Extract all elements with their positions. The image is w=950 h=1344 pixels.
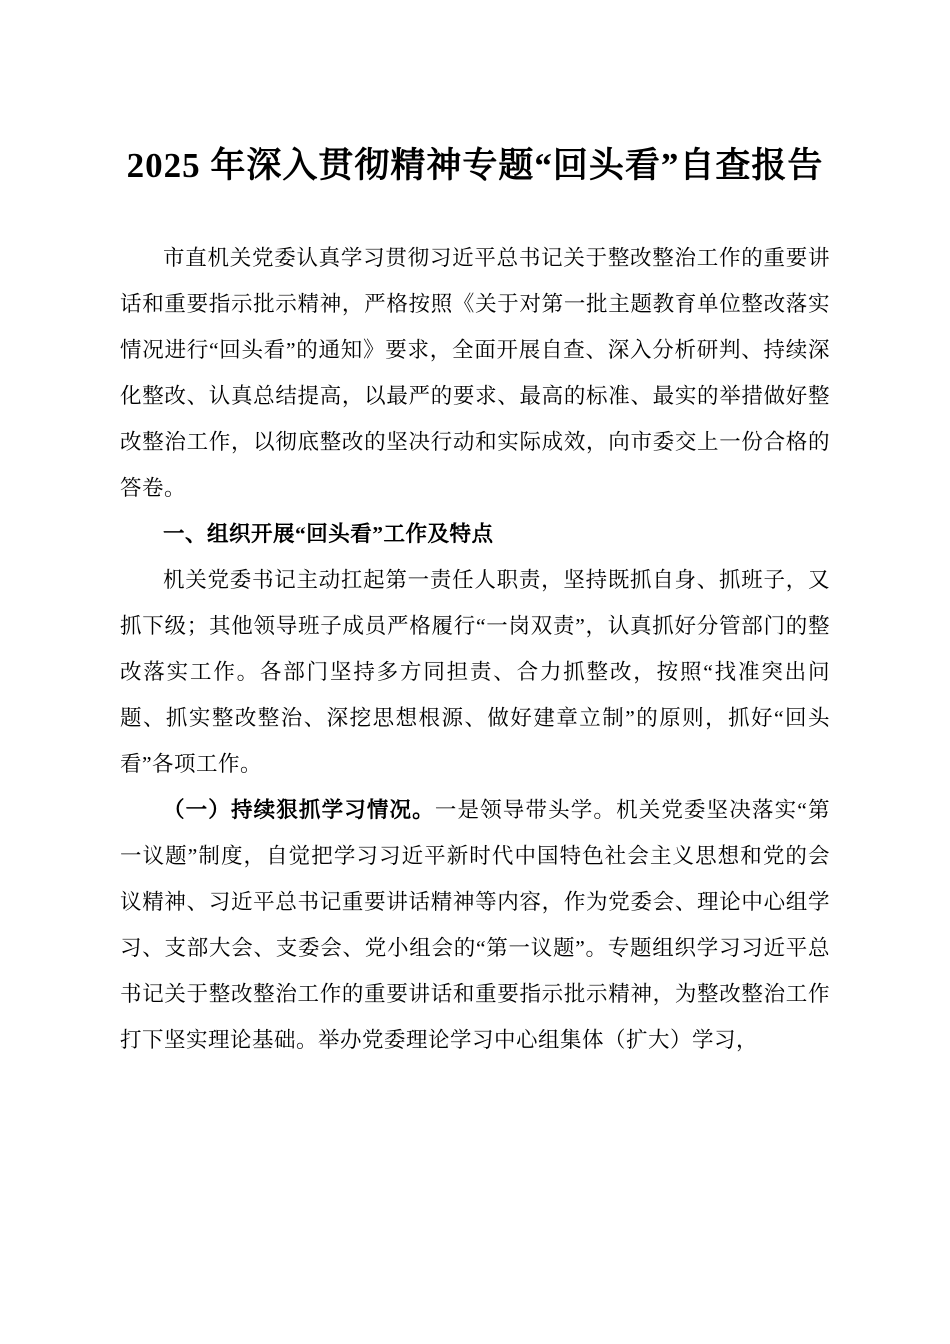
- section-heading: 一、组织开展“回头看”工作及特点: [163, 522, 494, 546]
- paragraph-bold-lead: （一）持续狠抓学习情况。: [163, 798, 435, 822]
- paragraph-text: 一是领导带头学。机关党委坚决落实“第一议题”制度，自觉把学习习近平新时代中国特色社会主义思想和党的会议精神、习近平总书记重要讲话精神等内容，作为党委会、理论中心组学习、支部大会、支委会、党小组会的“第一议题”。专题组织学习习近平总书记关于整改整治工作的重要讲话和重要指示批示精神，为整改整治工作打下坚实理论基础。举办党委理论学习中心组集体（扩大）学习，: [120, 798, 830, 1052]
- intro-paragraph: 市直机关党委认真学习贯彻习近平总书记关于整改整治工作的重要讲话和重要指示批示精神，严格按照《关于对第一批主题教育单位整改落实情况进行“回头看”的通知》要求，全面开展自查、深入分析研判、持续深化整改、认真总结提高，以最严的要求、最高的标准、最实的举措做好整改整治工作，以彻底整改的坚决行动和实际成效，向市委交上一份合格的答卷。: [120, 246, 830, 500]
- section-paragraph: [120, 787, 830, 1063]
- section-paragraph: 机关党委书记主动扛起第一责任人职责，坚持既抓自身、抓班子，又抓下级；其他领导班子成员严格履行“一岗双责”，认真抓好分管部门的整改落实工作。各部门坚持多方同担责、合力抓整改，按照“找准突出问题、抓实整改整治、深挖思想根源、做好建章立制”的原则，抓好“回头看”各项工作。: [120, 568, 830, 776]
- document-title: 2025 年深入贯彻精神专题“回头看”自查报告: [126, 146, 824, 185]
